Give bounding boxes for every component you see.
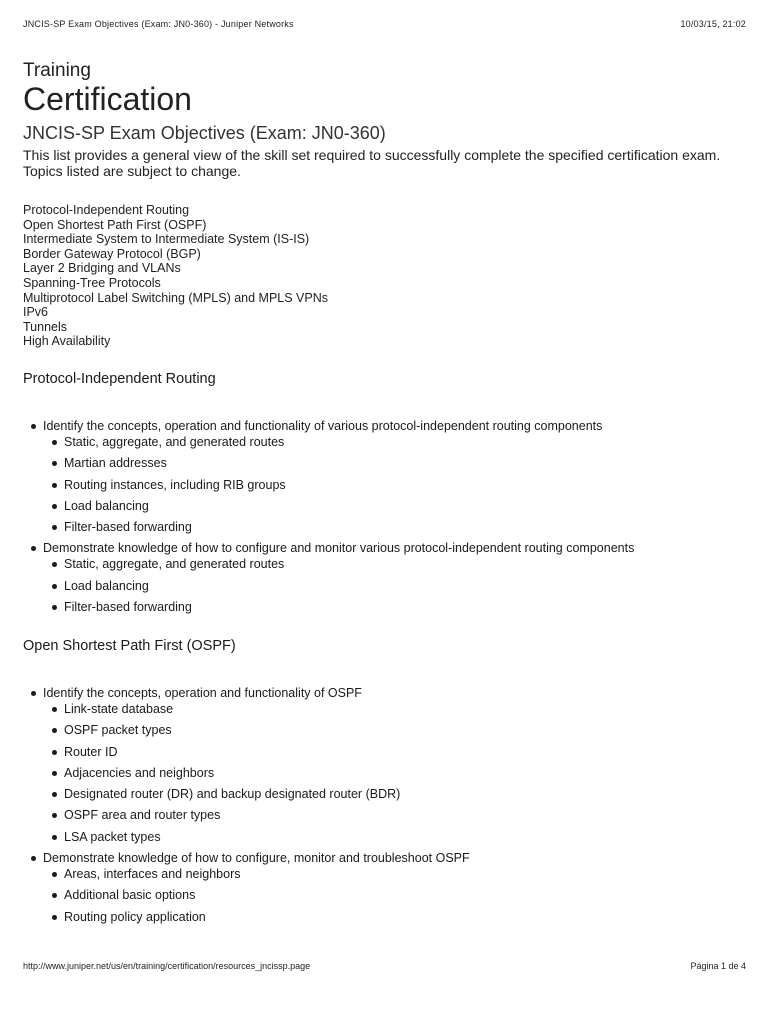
toc-item[interactable] — [23, 203, 743, 218]
toc-link[interactable]: Open Shortest Path First (OSPF) — [23, 217, 207, 232]
subitem: Designated router (DR) and backup designated router (BDR) — [43, 786, 743, 807]
subitem-list — [43, 556, 743, 620]
section-label: Training — [23, 60, 91, 81]
subitem-list — [43, 434, 743, 540]
objective-text: Demonstrate knowledge of how to configure, monitor and troubleshoot OSPF — [43, 851, 470, 866]
page-title: Certification — [23, 81, 192, 117]
subitem: Link-state database — [43, 701, 743, 722]
page-content — [23, 60, 743, 349]
print-header — [23, 19, 746, 33]
objective-text: Identify the concepts, operation and functionality of various protocol-independent routing components — [43, 419, 603, 433]
toc-item[interactable] — [23, 305, 743, 320]
subitem-list — [43, 866, 743, 930]
subitem: Load balancing — [43, 498, 743, 519]
print-header-datetime: 10/03/15, 21:02 — [680, 19, 746, 29]
subitem: Filter-based forwarding — [43, 599, 743, 620]
subitem: Martian addresses — [43, 455, 743, 476]
toc-item[interactable] — [23, 291, 743, 306]
section-heading-protocol-independent-routing: Protocol-Independent Routing — [23, 371, 216, 387]
objectives-list — [23, 418, 743, 620]
subitem: Filter-based forwarding — [43, 519, 743, 540]
toc-item[interactable] — [23, 247, 743, 262]
toc-item[interactable] — [23, 320, 743, 335]
toc-link[interactable]: Layer 2 Bridging and VLANs — [23, 261, 181, 276]
subitem: Load balancing — [43, 578, 743, 599]
objective-text: Demonstrate knowledge of how to configure and monitor various protocol-independent routing components — [43, 541, 635, 556]
objectives-list — [23, 685, 743, 930]
subitem-list — [43, 701, 743, 850]
subitem: Adjacencies and neighbors — [43, 765, 743, 786]
objective-item — [23, 850, 743, 930]
subitem: Routing policy application — [43, 909, 743, 930]
objective-item — [23, 540, 743, 620]
subitem: Areas, interfaces and neighbors — [43, 866, 743, 887]
subitem: Additional basic options — [43, 887, 743, 908]
print-header-title: JNCIS-SP Exam Objectives (Exam: JN0-360) - Juniper Networks — [23, 19, 294, 29]
toc-item[interactable] — [23, 261, 743, 276]
toc-item[interactable] — [23, 334, 743, 349]
intro-text: This list provides a general view of the skill set required to successfully complete the specified certification exam. Topics listed are subject to change. — [23, 147, 721, 179]
section-heading-ospf: Open Shortest Path First (OSPF) — [23, 638, 236, 654]
toc-link[interactable]: Tunnels — [23, 319, 68, 334]
toc-link[interactable]: Spanning-Tree Protocols — [23, 275, 161, 290]
toc-item[interactable] — [23, 276, 743, 291]
subitem: OSPF area and router types — [43, 807, 743, 828]
print-footer-page-number: Página 1 de 4 — [690, 961, 746, 971]
objective-item — [23, 685, 743, 850]
toc-link[interactable]: Border Gateway Protocol (BGP) — [23, 246, 201, 261]
subitem: Routing instances, including RIB groups — [43, 477, 743, 498]
toc-link[interactable]: Protocol-Independent Routing — [23, 203, 190, 217]
exam-title: JNCIS-SP Exam Objectives (Exam: JN0-360) — [23, 123, 386, 143]
subitem: Static, aggregate, and generated routes — [43, 434, 743, 455]
objective-text: Identify the concepts, operation and functionality of OSPF — [43, 686, 362, 700]
subitem: Router ID — [43, 744, 743, 765]
topic-list — [23, 203, 743, 349]
print-footer-url: http://www.juniper.net/us/en/training/certification/resources_jncissp.page — [23, 961, 311, 971]
toc-link[interactable]: Intermediate System to Intermediate System (IS-IS) — [23, 232, 310, 247]
toc-link[interactable]: Multiprotocol Label Switching (MPLS) and MPLS VPNs — [23, 290, 328, 305]
subitem: Static, aggregate, and generated routes — [43, 556, 743, 577]
subitem: LSA packet types — [43, 829, 743, 850]
toc-item[interactable] — [23, 232, 743, 247]
subitem: OSPF packet types — [43, 722, 743, 743]
toc-link[interactable]: High Availability — [23, 334, 111, 349]
print-footer — [23, 961, 746, 975]
objective-item — [23, 418, 743, 540]
toc-link[interactable]: IPv6 — [23, 305, 49, 320]
toc-item[interactable] — [23, 218, 743, 233]
